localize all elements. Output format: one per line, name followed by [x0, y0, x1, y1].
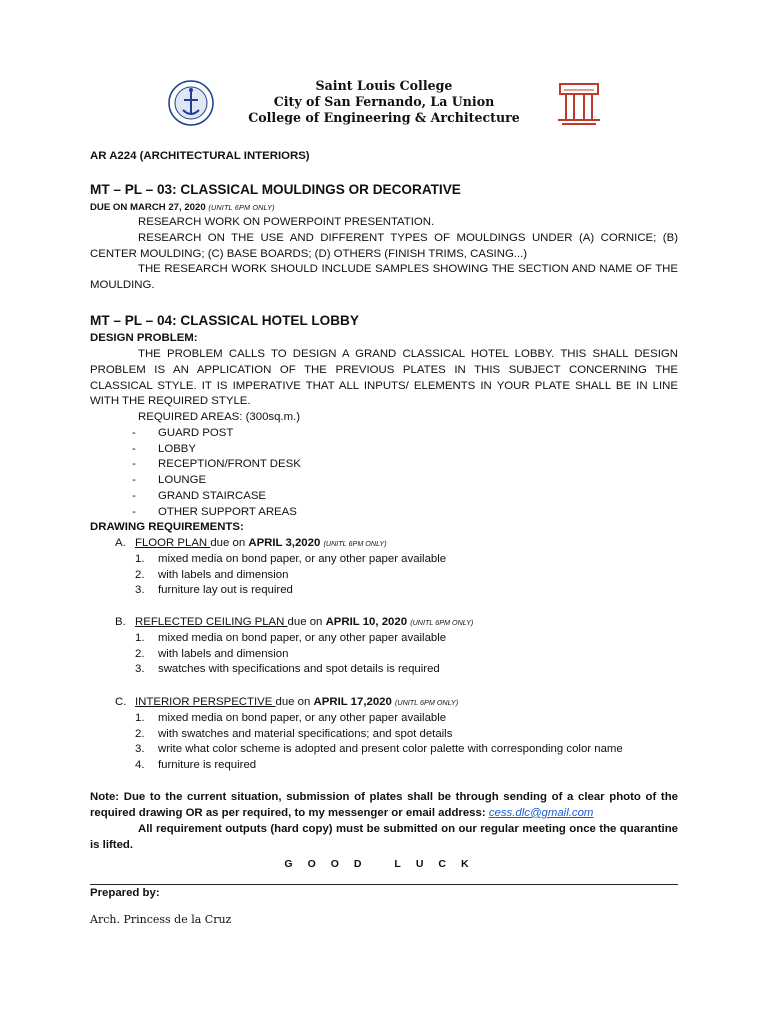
requirement-floor-plan: A. FLOOR PLAN due on APRIL 3,2020 (UNITL 6PM ONLY) 1. mixed media on bond paper, or any other paper available 2. with labels and dimension 3. furniture lay out is required: [90, 536, 678, 599]
design-problem-text: THE PROBLEM CALLS TO DESIGN A GRAND CLASSICAL HOTEL LOBBY. THIS SHALL DESIGN PROBLEM IS AN APPLICATION OF THE PREVIOUS PLATES IN THIS SUBJECT CONCERNING THE CLASSICAL STYLE. IT IS IMPERATIVE THAT ALL INPUTS/ ELEMENTS IN YOUR PLATE SHALL BE IN LINE WITH THE REQUIRED STYLE.: [90, 348, 678, 408]
plate3-paragraph-3: THE RESEARCH WORK SHOULD INCLUDE SAMPLES SHOWING THE SECTION AND NAME OF THE MOULDING.: [90, 263, 678, 292]
list-item: 2. with swatches and material specifications; and spot details: [135, 727, 453, 740]
institution-header: [0, 78, 768, 126]
list-item: 1. mixed media on bond paper, or any other paper available: [135, 552, 447, 565]
requirement-name: FLOOR PLAN: [135, 537, 211, 549]
list-item: 4. furniture is required: [135, 759, 257, 772]
prepared-by-label: Prepared by:: [90, 887, 160, 899]
list-item: - GUARD POST: [132, 426, 234, 439]
course-code: AR A224 (ARCHITECTURAL INTERIORS): [90, 150, 310, 162]
requirement-due-date: APRIL 10, 2020: [325, 616, 408, 628]
requirement-due-date: APRIL 17,2020: [313, 696, 392, 708]
cea-emblem-icon: [554, 80, 604, 126]
list-item: 3. furniture lay out is required: [135, 584, 293, 597]
email-link[interactable]: cess.dlc@gmail.com: [488, 806, 594, 819]
list-item: - GRAND STAIRCASE: [132, 489, 267, 502]
drawing-requirements-label: DRAWING REQUIREMENTS:: [90, 521, 244, 533]
college-department: College of Engineering & Architecture: [248, 110, 520, 125]
list-item: 3. swatches with specifications and spot details is required: [135, 663, 440, 676]
required-areas-section: [90, 410, 678, 521]
requirement-name: REFLECTED CEILING PLAN: [135, 616, 288, 628]
preparer-name: Arch. Princess de la Cruz: [90, 913, 232, 926]
college-city: City of San Fernando, La Union: [273, 94, 495, 109]
requirement-interior-perspective: C. INTERIOR PERSPECTIVE due on APRIL 17,2020 (UNITL 6PM ONLY) 1. mixed media on bond paper, or any other paper available 2. with swatches and material specifications; and spot details 3. write what color scheme is adopted and present color palette with corresponding color name 4. furniture is required: [90, 695, 678, 774]
list-item: 2. with labels and dimension: [135, 568, 289, 581]
plate3-due-date: DUE ON MARCH 27, 2020: [90, 202, 206, 213]
requirement-reflected-ceiling-plan: B. REFLECTED CEILING PLAN due on APRIL 10, 2020 (UNITL 6PM ONLY) 1. mixed media on bond paper, or any other paper available 2. with labels and dimension 3. swatches with specifications and spot details is required: [90, 615, 678, 678]
closing-text: GOOD LUCK: [284, 858, 484, 870]
list-item: 1. mixed media on bond paper, or any other paper available: [135, 631, 447, 644]
requirement-name: INTERIOR PERSPECTIVE: [135, 696, 276, 708]
list-item: 2. with labels and dimension: [135, 647, 289, 660]
college-name: Saint Louis College: [315, 78, 453, 93]
plate3-due-note: (UNITL 6PM ONLY): [208, 203, 275, 212]
list-item: 3. write what color scheme is adopted and present color palette with corresponding color name: [135, 743, 623, 756]
design-problem-label: DESIGN PROBLEM:: [90, 332, 198, 344]
list-item: 1. mixed media on bond paper, or any other paper available: [135, 711, 447, 724]
hard-copy-note: All requirement outputs (hard copy) must be submitted on our regular meeting once the quarantine is lifted.: [90, 823, 678, 851]
plate3-title: MT – PL – 03: CLASSICAL MOULDINGS OR DECORATIVE: [90, 182, 461, 197]
required-areas-label: REQUIRED AREAS: (300sq.m.): [138, 411, 301, 423]
list-item: - LOBBY: [132, 442, 196, 455]
list-item: - LOUNGE: [132, 474, 207, 487]
submission-note: Note: Due to the current situation, submission of plates shall be through sending of a clear photo of the required drawing OR as per required, to my messenger or email address: cess.dlc@gmail.com: [90, 791, 678, 819]
plate3-paragraph-1: RESEARCH WORK ON POWERPOINT PRESENTATION.: [138, 216, 435, 228]
list-item: - RECEPTION/FRONT DESK: [132, 458, 301, 471]
requirement-due-date: APRIL 3,2020: [248, 537, 321, 549]
signature-divider: [90, 884, 678, 885]
list-item: - OTHER SUPPORT AREAS: [132, 505, 297, 518]
plate3-body: [90, 215, 678, 294]
plate4-title: MT – PL – 04: CLASSICAL HOTEL LOBBY: [90, 313, 359, 328]
plate3-paragraph-2: RESEARCH ON THE USE AND DIFFERENT TYPES OF MOULDINGS UNDER (A) CORNICE; (B) CENTER MOULDING; (C) BASE BOARDS; (D) OTHERS (FINISH TRIMS, CASING...): [90, 231, 678, 260]
plate3-due: [90, 202, 678, 214]
